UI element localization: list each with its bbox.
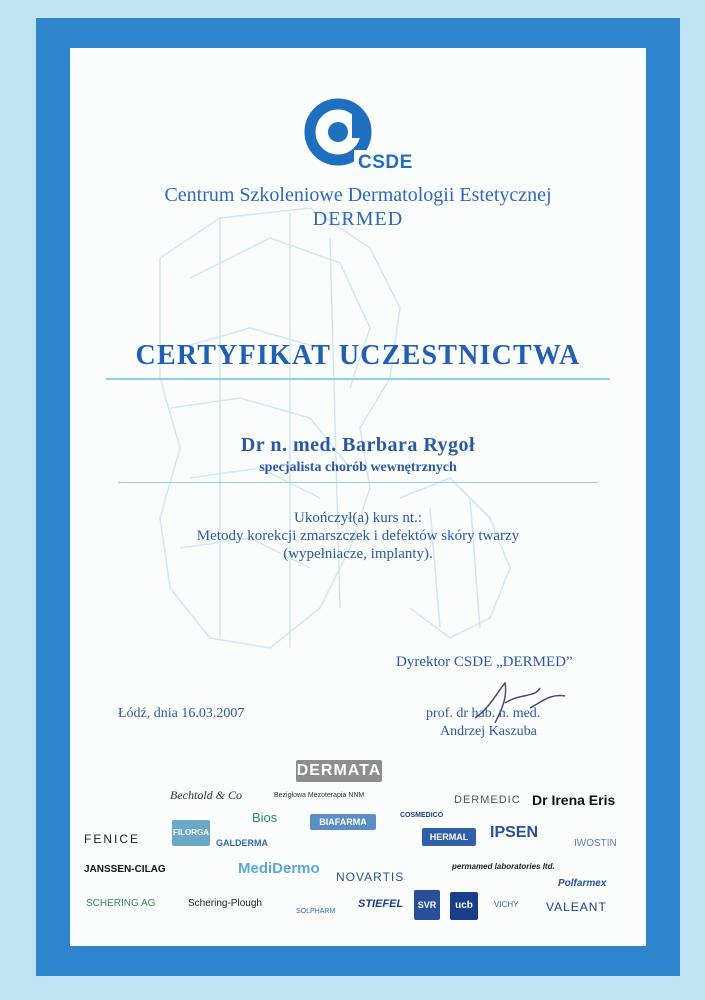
sponsor-valeant: VALEANT (546, 900, 607, 914)
sponsor-biafarma: BIAFARMA (310, 814, 376, 830)
sponsor-nnm: Bezigłowa Mezoterapia NNM (274, 792, 365, 799)
sponsor-cosmedico: COSMEDICO (400, 812, 444, 819)
sponsor-permamed: permamed laboratories ltd. (452, 862, 555, 871)
sponsor-hermal: HERMAL (422, 828, 476, 846)
sponsor-schering-ag: SCHERING AG (86, 898, 156, 909)
watermark-illustration (70, 48, 646, 946)
sponsor-vichy: VICHY (494, 900, 519, 909)
course-title-line1: Metody korekcji zmarszczek i defektów skóry twarzy (196, 528, 520, 544)
course-intro: Ukończył(a) kurs nt.: (294, 510, 422, 526)
participant-specialty: specjalista chorób wewnętrznych (259, 460, 457, 475)
sponsor-schering-plough: Schering-Plough (188, 898, 262, 909)
name-underline (118, 482, 598, 483)
sponsor-ivostin: IWOSTIN (574, 838, 617, 849)
sponsor-svr: SVR (414, 890, 440, 920)
sponsor-bios: Bios (252, 810, 278, 825)
certificate-paper (70, 48, 646, 946)
organization-name: Centrum Szkoleniowe Dermatologii Estetycznej (164, 184, 552, 206)
sponsor-novartis: NOVARTIS (336, 870, 405, 884)
certificate-title: CERTYFIKAT UCZESTNICTWA (135, 340, 581, 371)
sponsor-dermedic: DERMEDIC (454, 794, 521, 806)
sponsor-ucb: ucb (450, 892, 478, 920)
sponsor-solpharm: SOLPHARM (296, 908, 336, 915)
sponsor-stiefel: STIEFEL (358, 898, 404, 910)
organization-short-name: DERMED (312, 208, 404, 230)
csde-logo-text: CSDE (358, 152, 413, 173)
sponsor-filorga: FILORGA (172, 820, 210, 846)
sponsor-bechtold: Bechtold & Co (170, 788, 242, 802)
course-title-line2: (wypełniacze, implanty). (283, 546, 433, 562)
sponsor-polfarmex: Polfarmex (558, 878, 607, 889)
sponsor-galderma: GALDERMA (216, 838, 268, 848)
sponsor-fenice: FENICE (84, 832, 141, 846)
signatory-title: prof. dr hab. n. med. (426, 706, 541, 721)
sponsor-dermata: DERMATA (296, 760, 382, 782)
sponsor-medidermo: MediDermo (238, 860, 320, 877)
title-underline (106, 378, 610, 380)
sponsor-janssen: JANSSEN-CILAG (84, 864, 166, 875)
sponsor-irena-eris: Dr Irena Eris (532, 792, 616, 808)
signatory-role: Dyrektor CSDE „DERMED” (396, 654, 573, 670)
participant-name: Dr n. med. Barbara Rygoł (240, 434, 476, 456)
place-and-date: Łódź, dnia 16.03.2007 (118, 706, 245, 721)
sponsor-ipsen: IPSEN (490, 824, 539, 841)
signatory-name: Andrzej Kaszuba (440, 724, 537, 739)
